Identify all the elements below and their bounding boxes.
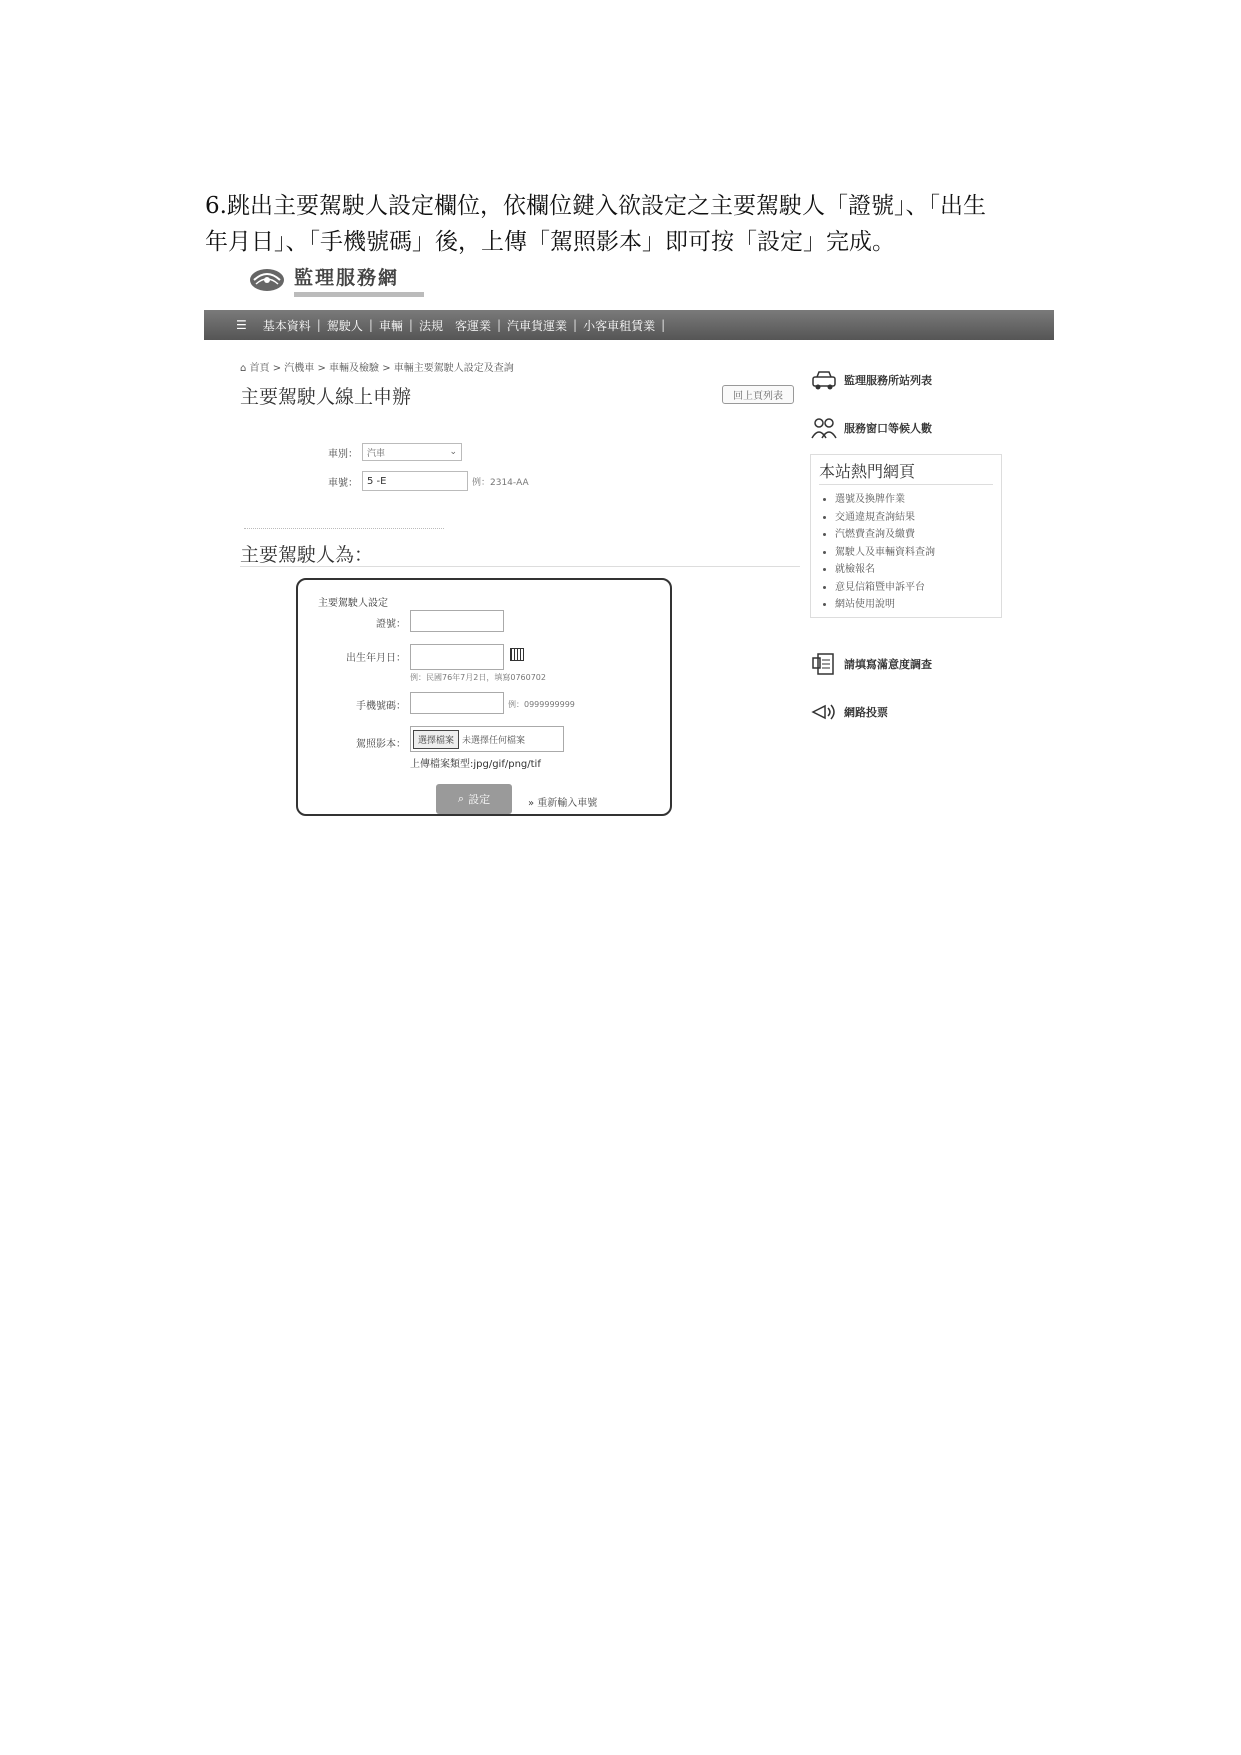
hot-link[interactable]: • 駕駛人及車輛資料查詢 <box>835 544 993 562</box>
plate-value: 5 -E <box>367 475 387 487</box>
license-file-field <box>410 726 564 752</box>
hot-pages-title: 本站熱門網頁 <box>819 459 993 485</box>
vote-label: 網路投票 <box>844 706 888 719</box>
main-driver-modal <box>296 578 672 816</box>
nav-item-driver[interactable]: 駕駛人 <box>326 318 363 333</box>
sidebar-waiting-count[interactable] <box>810 416 1000 440</box>
divider <box>240 566 800 567</box>
birth-input[interactable] <box>410 644 504 670</box>
search-icon: ⌕ <box>457 792 465 805</box>
hot-pages-list <box>819 491 993 614</box>
id-row <box>298 610 504 632</box>
nav-item-bus[interactable]: 客運業 <box>454 318 491 333</box>
phone-input[interactable] <box>410 692 504 714</box>
back-button-label: 回上頁列表 <box>733 391 783 402</box>
vehicle-type-select[interactable] <box>362 443 462 461</box>
site-logo[interactable] <box>248 262 424 298</box>
submit-label: 設定 <box>468 793 491 806</box>
vehicle-type-value: 汽車 <box>367 448 386 459</box>
nav-separator: | <box>661 318 666 332</box>
chevron-down-icon: ⌄ <box>449 447 457 457</box>
id-label: 證號： <box>376 619 406 630</box>
plate-label: 車號： <box>328 477 358 489</box>
nav-separator: | <box>496 318 502 332</box>
menu-icon[interactable]: ☰ <box>236 318 247 332</box>
calendar-icon[interactable] <box>510 648 524 661</box>
main-nav <box>204 310 1054 340</box>
sidebar-vote[interactable] <box>810 700 1000 724</box>
instruction-line-2: 年月日」、「手機號碼」後，上傳「駕照影本」即可按「設定」完成。 <box>205 229 895 255</box>
hot-link[interactable]: • 意見信箱暨申訴平台 <box>835 579 993 597</box>
nav-separator: | <box>573 318 578 332</box>
hot-pages-box <box>810 454 1002 618</box>
car-icon <box>810 368 838 392</box>
screenshot-region <box>204 258 1054 828</box>
choose-file-button[interactable]: 選擇檔案 <box>413 730 459 749</box>
waiting-count-label: 服務窗口等候人數 <box>844 422 932 435</box>
nav-separator: | <box>316 318 321 332</box>
nav-item-freight[interactable]: 汽車貨運業 <box>507 318 568 333</box>
plate-input[interactable] <box>362 471 468 491</box>
megaphone-icon <box>810 700 838 724</box>
nav-item-rental[interactable]: 小客車租賃業 <box>583 318 656 333</box>
birth-row <box>298 644 546 683</box>
section-title: 主要駕駛人為： <box>240 544 374 566</box>
home-icon: ⌂ <box>240 363 247 374</box>
instruction-text <box>205 188 1065 260</box>
nav-item-regulation[interactable]: 法規 <box>418 318 443 333</box>
birth-label: 出生年月日： <box>346 653 406 664</box>
divider <box>244 528 444 529</box>
hot-link[interactable]: • 交通違規查詢結果 <box>835 509 993 527</box>
nav-item-basic[interactable]: 基本資料 <box>262 318 311 333</box>
instruction-line-1: 6.跳出主要駕駛人設定欄位，依欄位鍵入欲設定之主要駕駛人「證號」、「出生 <box>205 193 986 219</box>
modal-title: 主要駕駛人設定 <box>318 598 388 609</box>
phone-row <box>298 692 575 714</box>
breadcrumb-text: 首頁 > 汽機車 > 車輛及檢驗 > 車輛主要駕駛人設定及查詢 <box>249 363 514 374</box>
birth-hint: 例：民國76年7月2日，填寫0760702 <box>410 673 546 682</box>
logo-subtitle-bar <box>294 292 424 297</box>
license-row <box>298 726 564 770</box>
nav-item-vehicle[interactable]: 車輛 <box>378 318 403 333</box>
file-status: 未選擇任何檔案 <box>462 735 526 746</box>
vehicle-form <box>294 433 794 533</box>
people-icon <box>810 416 838 440</box>
hot-link[interactable]: • 就檢報名 <box>835 561 993 579</box>
survey-form-icon <box>810 652 838 676</box>
hot-link[interactable]: • 網站使用說明 <box>835 596 993 614</box>
file-types-hint: 上傳檔案類型:jpg/gif/png/tif <box>410 759 541 770</box>
reenter-plate-link[interactable]: » 重新輸入車號 <box>528 798 598 809</box>
vehicle-type-label: 車別： <box>328 448 358 460</box>
plate-row <box>294 471 529 491</box>
back-to-list-button[interactable] <box>722 385 794 404</box>
submit-button[interactable] <box>436 784 512 814</box>
nav-separator: | <box>368 318 373 332</box>
station-list-label: 監理服務所站列表 <box>844 374 932 387</box>
sidebar-station-list[interactable] <box>810 368 1000 392</box>
nav-separator: | <box>408 318 413 332</box>
logo-title: 監理服務網 <box>294 267 400 289</box>
vehicle-type-row <box>294 443 462 461</box>
hot-link[interactable]: • 汽燃費查詢及繳費 <box>835 526 993 544</box>
license-label: 駕照影本： <box>356 739 406 750</box>
sidebar-survey[interactable] <box>810 652 1000 676</box>
phone-hint: 例：0999999999 <box>508 700 575 709</box>
id-input[interactable] <box>410 610 504 632</box>
page-title: 主要駕駛人線上申辦 <box>240 386 412 408</box>
logo-emblem-icon <box>248 265 286 295</box>
hot-link[interactable]: • 選號及換牌作業 <box>835 491 993 509</box>
phone-label: 手機號碼： <box>356 701 406 712</box>
breadcrumb[interactable] <box>240 359 514 374</box>
plate-hint: 例：2314-AA <box>472 477 529 488</box>
survey-label: 請填寫滿意度調查 <box>844 658 932 671</box>
